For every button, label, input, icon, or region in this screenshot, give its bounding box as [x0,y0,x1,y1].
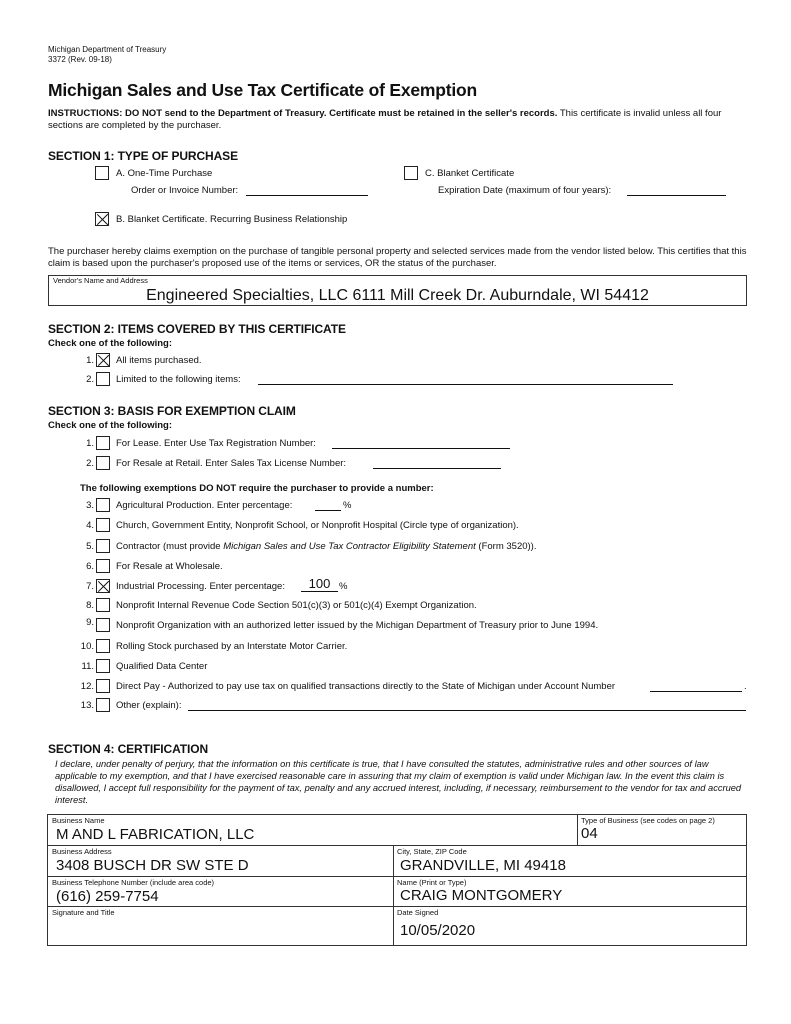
vendor-value[interactable]: Engineered Specialties, LLC 6111 Mill Creek Dr. Auburndale, WI 54412 [146,287,649,304]
s3-501c-checkbox[interactable] [96,598,110,612]
col-divider [393,845,394,945]
row-divider [48,845,746,846]
s3-item-number: 12. [80,681,94,692]
option-c-label: C. Blanket Certificate [425,168,515,179]
s2-limited-items-label: Limited to the following items: [116,374,241,385]
s2-limited-items-checkbox[interactable] [96,372,110,386]
s3-direct-pay-suffix: . [744,681,747,692]
s3-item-number: 4. [86,520,94,531]
col-divider [577,815,578,845]
section3-instruction: Check one of the following: [48,420,173,431]
s3-industrial-label: Industrial Processing. Enter percentage: [116,581,285,592]
s3-contractor-label-post: (Form 3520)). [475,541,537,552]
s3-contractor-label [116,541,536,553]
s3-resale-retail-checkbox[interactable] [96,456,110,470]
section2-heading: SECTION 2: ITEMS COVERED BY THIS CERTIFICATE [48,322,346,336]
certification-declaration: I declare, under penalty of perjury, that the information on this certificate is true, that I have consulted the statutes, administrative rules and other sources of law applicable to my exemption, and that I have exercised reasonable care in assuring that my claim of exemption is valid under Michigan law. In the event this claim is disallowed, I accept full responsibility for the payment of tax, penalty and any accrued interest, including, if necessary, reimbursement to the vendor for tax and accrued interest. [55,759,742,805]
s3-data-center-label: Qualified Data Center [116,661,208,672]
signature-label: Signature and Title [52,908,115,917]
s3-agricultural-percent-field[interactable] [315,510,341,511]
s3-nonprofit-letter-checkbox[interactable] [96,618,110,632]
s3-item-number: 3. [86,500,94,511]
city-state-zip-value[interactable]: GRANDVILLE, MI 49418 [400,857,566,874]
s3-item-number: 9. [86,617,94,628]
form-number: 3372 (Rev. 09-18) [48,55,112,64]
s3-church-label: Church, Government Entity, Nonprofit School, or Nonprofit Hospital (Circle type of organization). [116,520,519,531]
s3-item-number: 8. [86,600,94,611]
s3-rolling-stock-checkbox[interactable] [96,639,110,653]
s2-item-number: 2. [86,374,94,385]
s3-nonprofit-letter-label: Nonprofit Organization with an authorized letter issued by the Michigan Department of Treasury prior to June 1994. [116,620,599,631]
s3-contractor-label-pre: Contractor (must provide [116,541,224,552]
instructions-bold: INSTRUCTIONS: DO NOT send to the Department of Treasury. Certificate must be retained in the seller's records. [48,108,558,119]
s3-resale-retail-label: For Resale at Retail. Enter Sales Tax License Number: [116,458,347,469]
vendor-box[interactable] [48,275,747,306]
city-state-zip-label: City, State, ZIP Code [397,847,467,856]
section1-heading: SECTION 1: TYPE OF PURCHASE [48,149,238,163]
s3-item-number: 2. [86,458,94,469]
s3-contractor-label-italic: Michigan Sales and Use Tax Contractor Eligibility Statement [223,541,476,552]
section2-instruction: Check one of the following: [48,338,173,349]
expiration-date-label: Expiration Date (maximum of four years): [438,185,612,196]
s3-501c-label: Nonprofit Internal Revenue Code Section 501(c)(3) or 501(c)(4) Exempt Organization. [116,600,477,611]
s3-church-checkbox[interactable] [96,518,110,532]
invoice-number-label: Order or Invoice Number: [131,185,239,196]
agency-name: Michigan Department of Treasury [48,45,167,54]
s3-agricultural-checkbox[interactable] [96,498,110,512]
option-a-checkbox[interactable] [95,166,109,180]
s3-industrial-checkbox[interactable] [96,579,110,593]
s3-agricultural-label: Agricultural Production. Enter percentage: [116,500,293,511]
s2-all-items-checkbox[interactable] [96,353,110,367]
section3-heading: SECTION 3: BASIS FOR EXEMPTION CLAIM [48,404,296,418]
name-label: Name (Print or Type) [397,878,467,887]
s3-rolling-stock-label: Rolling Stock purchased by an Interstate Motor Carrier. [116,641,348,652]
s2-all-items-label: All items purchased. [116,355,202,366]
claim-text: The purchaser hereby claims exemption on the purchase of tangible personal property and selected services made from the vendor listed below. This certifies that this claim is based upon the purchaser's proposed use of the items or services, OR the status of the purchaser. [48,246,747,269]
phone-label: Business Telephone Number (include area code) [52,878,215,887]
s3-contractor-checkbox[interactable] [96,539,110,553]
business-name-label: Business Name [52,816,105,825]
s3-lease-field[interactable] [332,448,510,449]
s3-item-number: 13. [80,700,94,711]
phone-value[interactable]: (616) 259-7754 [56,888,159,905]
option-c-checkbox[interactable] [404,166,418,180]
s3-direct-pay-label: Direct Pay - Authorized to pay use tax on qualified transactions directly to the State of Michigan under Account Number [116,681,616,692]
certification-table [47,814,747,946]
s3-resale-retail-field[interactable] [373,468,501,469]
row-divider [48,876,746,877]
page-title: Michigan Sales and Use Tax Certificate of Exemption [48,80,478,100]
date-signed-value[interactable]: 10/05/2020 [400,922,476,939]
instructions [48,108,748,132]
s3-other-field[interactable] [188,710,746,711]
option-a-label: A. One-Time Purchase [116,168,213,179]
instructions-rest: This certificate is invalid unless all four sections are completed by the purchaser. [48,108,722,131]
business-type-label: Type of Business (see codes on page 2) [581,816,715,825]
row-divider [48,906,746,907]
section4-heading: SECTION 4: CERTIFICATION [48,742,209,756]
vendor-label: Vendor's Name and Address [53,276,148,285]
s3-data-center-checkbox[interactable] [96,659,110,673]
name-value[interactable]: CRAIG MONTGOMERY [400,887,563,904]
s3-lease-label: For Lease. Enter Use Tax Registration Number: [116,438,316,449]
s3-item-number: 1. [86,438,94,449]
s3-item-number: 11. [81,661,94,672]
s3-other-label: Other (explain): [116,700,182,711]
s3-lease-checkbox[interactable] [96,436,110,450]
s3-item-number: 5. [86,541,94,552]
s3-industrial-suffix: % [339,581,348,592]
option-b-checkbox[interactable] [95,212,109,226]
option-b-label: B. Blanket Certificate. Recurring Business Relationship [116,214,348,225]
s2-item-number: 1. [86,355,94,366]
invoice-number-field[interactable] [246,195,368,196]
s3-other-checkbox[interactable] [96,698,110,712]
business-type-value[interactable]: 04 [581,825,598,842]
business-address-value[interactable]: 3408 BUSCH DR SW STE D [56,857,249,874]
s3-item-number: 6. [86,561,94,572]
s3-wholesale-label: For Resale at Wholesale. [116,561,223,572]
s3-item-number: 7. [86,581,94,592]
s2-limited-items-field[interactable] [258,384,673,385]
s3-item-number: 10. [80,641,94,652]
date-signed-label: Date Signed [397,908,439,917]
expiration-date-field[interactable] [627,195,726,196]
s3-direct-pay-checkbox[interactable] [96,679,110,693]
business-address-label: Business Address [52,847,112,856]
s3-wholesale-checkbox[interactable] [96,559,110,573]
s3-agricultural-suffix: % [343,500,352,511]
s3-direct-pay-account-field[interactable] [650,691,742,692]
no-number-heading: The following exemptions DO NOT require the purchaser to provide a number: [80,483,434,494]
s3-industrial-percent-field[interactable]: 100 [301,576,338,592]
business-name-value[interactable]: M AND L FABRICATION, LLC [56,826,255,843]
